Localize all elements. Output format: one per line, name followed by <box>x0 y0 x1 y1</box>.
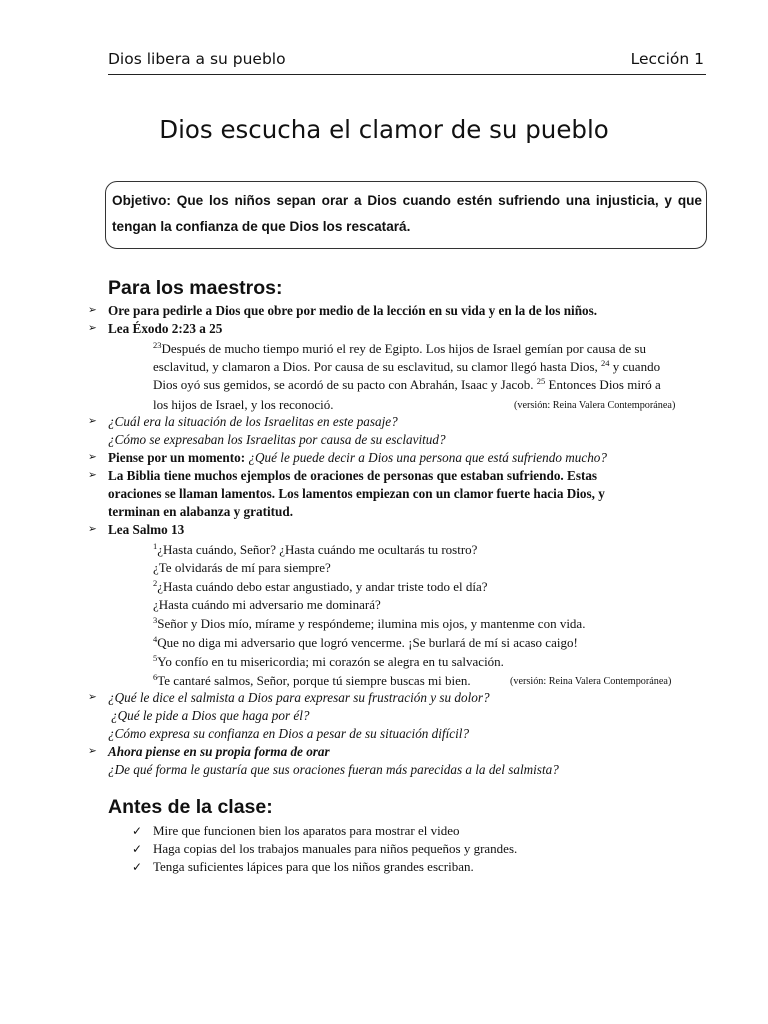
section-heading-before-class: Antes de la clase: <box>108 796 273 818</box>
laments-paragraph-line: oraciones se llaman lamentos. Los lamentos empiezan con un clamor fuerte hacia Dios, y <box>108 486 605 501</box>
bible-version-note: (versión: Reina Valera Contemporánea) <box>514 400 676 411</box>
passage-line <box>153 541 477 559</box>
verse-number: 23 <box>153 340 162 350</box>
verse-number: 25 <box>536 376 546 386</box>
question: ¿Cómo expresa su confianza en Dios a pesar de su situación difícil? <box>108 726 470 741</box>
arrow-bullet-icon: ➢ <box>88 305 97 316</box>
verse-text: Dios oyó sus gemidos, se acordó de su pacto con Abrahán, Isaac y Jacob. <box>153 377 534 392</box>
passage-line <box>153 672 471 690</box>
verse-number: 6 <box>153 672 158 682</box>
passage-line <box>153 634 578 652</box>
arrow-bullet-icon: ➢ <box>88 692 97 703</box>
own-prayer-item: Ahora piense en su propia forma de orar <box>108 744 330 759</box>
verse-text: Señor y Dios mío, mírame y respóndeme; ilumina mis ojos, y mantenme con vida. <box>157 616 586 631</box>
page-header <box>108 50 706 75</box>
verse-text: ¿Hasta cuándo debo estar angustiado, y andar triste todo el día? <box>157 579 488 594</box>
passage-line <box>153 358 660 376</box>
passage-line <box>153 578 488 596</box>
verse-text: esclavitud, y clamaron a Dios. Por causa de su esclavitud, su clamor llegó hasta Dios, <box>153 359 598 374</box>
passage-line <box>153 653 504 671</box>
question: ¿Qué le pide a Dios que haga por él? <box>111 708 310 723</box>
reflection-item <box>108 449 607 467</box>
read-psalm-item: Lea Salmo 13 <box>108 522 185 537</box>
verse-number: 4 <box>153 634 158 644</box>
passage-line <box>153 615 585 633</box>
question: ¿Qué le dice el salmista a Dios para expresar su frustración y su dolor? <box>108 690 490 705</box>
checkmark-icon: ✓ <box>132 860 143 874</box>
objective-box: Objetivo: Que los niños sepan orar a Dios cuando estén sufriendo una injusticia, y que tengan la confianza de que Dios los rescatará. <box>105 181 707 249</box>
section-heading-teachers: Para los maestros: <box>108 277 283 299</box>
verse-number: 24 <box>601 358 610 368</box>
arrow-bullet-icon: ➢ <box>88 470 97 481</box>
arrow-bullet-icon: ➢ <box>88 452 97 463</box>
verse-text: Entonces Dios miró a <box>548 377 661 392</box>
checklist-item: Tenga suficientes lápices para que los niños grandes escriban. <box>153 859 474 874</box>
arrow-bullet-icon: ➢ <box>88 323 97 334</box>
prayer-item: Ore para pedirle a Dios que obre por medio de la lección en su vida y en la de los niños. <box>108 303 598 318</box>
bible-version-note: (versión: Reina Valera Contemporánea) <box>510 676 672 687</box>
question: ¿Cómo se expresaban los Israelitas por causa de su esclavitud? <box>108 432 446 447</box>
laments-paragraph-line: terminan en alabanza y gratitud. <box>108 504 293 519</box>
lesson-number: Lección 1 <box>630 50 704 68</box>
laments-paragraph-line: La Biblia tiene muchos ejemplos de oraciones de personas que estaban sufriendo. Estas <box>108 468 598 483</box>
verse-number: 5 <box>153 653 158 663</box>
reflection-question: ¿Qué le puede decir a Dios una persona que está sufriendo mucho? <box>248 450 607 465</box>
arrow-bullet-icon: ➢ <box>88 746 97 757</box>
unit-title: Dios libera a su pueblo <box>108 50 286 68</box>
verse-text: Te cantaré salmos, Señor, porque tú siempre buscas mi bien. <box>157 673 471 688</box>
arrow-bullet-icon: ➢ <box>88 524 97 535</box>
passage-line: los hijos de Israel, y los reconoció. <box>153 397 334 412</box>
verse-text: Después de mucho tiempo murió el rey de Egipto. Los hijos de Israel gemían por causa de su <box>161 341 646 356</box>
checklist-item: Haga copias del los trabajos manuales para niños pequeños y grandes. <box>153 841 518 856</box>
question: ¿De qué forma le gustaría que sus oraciones fueran más parecidas a la del salmista? <box>108 762 559 777</box>
checkmark-icon: ✓ <box>132 842 143 856</box>
verse-number: 2 <box>153 578 158 588</box>
verse-text: y cuando <box>612 359 661 374</box>
verse-text: Yo confío en tu misericordia; mi corazón se alegra en tu salvación. <box>157 654 504 669</box>
verse-number: 3 <box>153 615 158 625</box>
arrow-bullet-icon: ➢ <box>88 416 97 427</box>
passage-line: ¿Te olvidarás de mí para siempre? <box>153 560 331 575</box>
passage-line: ¿Hasta cuándo mi adversario me dominará? <box>153 597 381 612</box>
page-title: Dios escucha el clamor de su pueblo <box>159 115 609 144</box>
verse-text: Que no diga mi adversario que logró vencerme. ¡Se burlará de mí si acaso caigo! <box>157 635 578 650</box>
passage-line <box>153 376 661 394</box>
question: ¿Cuál era la situación de los Israelitas en este pasaje? <box>108 414 398 429</box>
passage-line <box>153 340 646 358</box>
verse-number: 1 <box>153 541 158 551</box>
read-exodus-item: Lea Éxodo 2:23 a 25 <box>108 321 223 336</box>
reflection-label: Piense por un momento: <box>108 450 246 465</box>
verse-text: ¿Hasta cuándo, Señor? ¿Hasta cuándo me ocultarás tu rostro? <box>157 542 478 557</box>
checklist-item: Mire que funcionen bien los aparatos para mostrar el video <box>153 823 460 838</box>
checkmark-icon: ✓ <box>132 824 143 838</box>
